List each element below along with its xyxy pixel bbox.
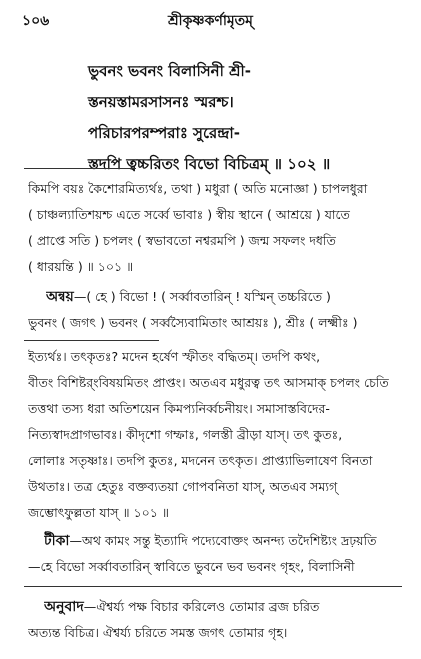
ityartha-line: উথতাঃ। তত্র হেতুঃ বক্তব্যতয়া গোপবনিতা যাস্, অতএব সম্যগ্ — [28, 479, 338, 494]
commentary-line: কিমপি বয়ঃ কৈশোরমিত্যর্থঃ, তথা ) মধুরা ( অতি মনোজ্ঞা ) চাপলধুরা — [28, 181, 368, 196]
section-divider — [24, 168, 136, 169]
ityartha-block — [28, 344, 401, 526]
section-divider — [24, 586, 402, 587]
anvaya-line — [46, 284, 401, 310]
tika-text: —অথ কামং সন্তু ইত্যাদি পদ্যেবোক্তং অনন্দ্য তদৈশিষ্ট্যং দ্রঢ়য়তি — [69, 533, 377, 548]
ityartha-line: তত্তথা তস্য ধরা অতিশয়েন কিমপ্যনির্ব্বচনীয়ং। সমাসাস্তবিদের- — [28, 401, 330, 416]
ityartha-line: জম্ভোৎফুল্লতা যাস্ ॥ ১০১ ॥ — [28, 505, 169, 520]
anuvad-line: অত্যন্ত বিচিত্র। ঐশ্বর্য্য চরিতে সমস্ত জগৎ তোমার গৃহ। — [28, 625, 288, 640]
verse-line: ভুবনং ভবনং বিলাসিনী শ্রী- — [88, 62, 251, 80]
page-header — [22, 10, 399, 32]
ityartha-line: লোলাঃ সতৃষ্ণাঃ। তদপি কুতঃ, মদনেন তৎকৃত। প্রাপ্ত্যাভিলাষেণ বিনতা — [28, 453, 373, 468]
section-divider — [24, 340, 159, 341]
commentary-line: ( চাঞ্চল্যাতিশয়শ্চ এতে সর্ব্বে ভাবাঃ ) স্বীয় স্থানে ( আশ্রয়ে ) যাতে — [28, 207, 350, 222]
tika-block — [44, 528, 401, 554]
page-number: ১০৬ — [22, 13, 50, 29]
tika-line: —হে বিভো সর্ব্বাবতারিন্ স্বাবিতে ভুবনে ভব ভবনং গৃহং, বিলাসিনী — [28, 559, 355, 574]
tika-block-2 — [28, 554, 401, 580]
anuvad-label: অনুবাদ — [44, 599, 84, 615]
anuvad-text: —ঐশ্বর্য্য পক্ষ বিচার করিলেও তোমার ব্রজ চরিত — [83, 599, 320, 614]
anvaya-label: অন্বয় — [46, 289, 74, 305]
verse-line: স্তদপি ত্বচ্চরিতং বিভো বিচিত্রম্ ॥ ১০২ ॥ — [88, 155, 331, 173]
anuvad-block — [44, 594, 401, 620]
anvaya-line: ভুবনং ( জগৎ ) ভবনং ( সর্ব্বস্যৈবামিতাং আশ্রয়ঃ ), শ্রীঃ ( লক্ষ্মীঃ ) — [28, 315, 358, 330]
commentary-line: ( প্রাপ্তে সতি ) চপলং ( স্বভাবতো নশ্বরমপি ) জন্ম সফলং দধতি — [28, 233, 336, 248]
verse-block — [88, 56, 330, 180]
commentary-block — [28, 176, 401, 280]
ityartha-line: ইত্যর্থঃ। তৎকৃতঃ? মদেন হর্ষেণ স্ফীতং বদ্ধিতম্। তদপি কথং, — [28, 349, 321, 364]
anvaya-block — [46, 284, 401, 310]
anvaya-block-2 — [28, 310, 401, 336]
commentary-line: ( ধারয়ন্তি ) ॥ ১০১ ॥ — [28, 259, 134, 274]
anuvad-line — [44, 594, 401, 620]
ityartha-line: নিত্যস্বাদপ্রাগভাবঃ। কীদৃশো গম্ফাঃ, গলস্তী ব্রীড়া যাস্। তৎ কুতঃ, — [28, 427, 343, 442]
verse-line: স্তনয়স্তামরসাসনঃ স্মরশ্চ। — [88, 93, 234, 111]
verse-line: পরিচারপরম্পরাঃ সুরেন্দ্রা- — [88, 124, 240, 142]
tika-label: টীকা — [44, 533, 70, 549]
anuvad-block-2 — [28, 620, 401, 646]
ityartha-line: বীতং বিশিষ্টর্ংবিষয়মিতং প্রাপ্তং। অতএব মধুরত্ব তৎ আসমাক্ চপলং চেতি — [28, 375, 389, 390]
tika-line — [44, 528, 401, 554]
anvaya-text: —( হে ) বিভো ! ( সর্ব্বাবতারিন্ ! যস্মিন্ তচ্চরিতে ) — [73, 289, 331, 304]
page-title: শ্রীকৃষ্ণকর্ণামৃতম্ — [168, 13, 253, 29]
